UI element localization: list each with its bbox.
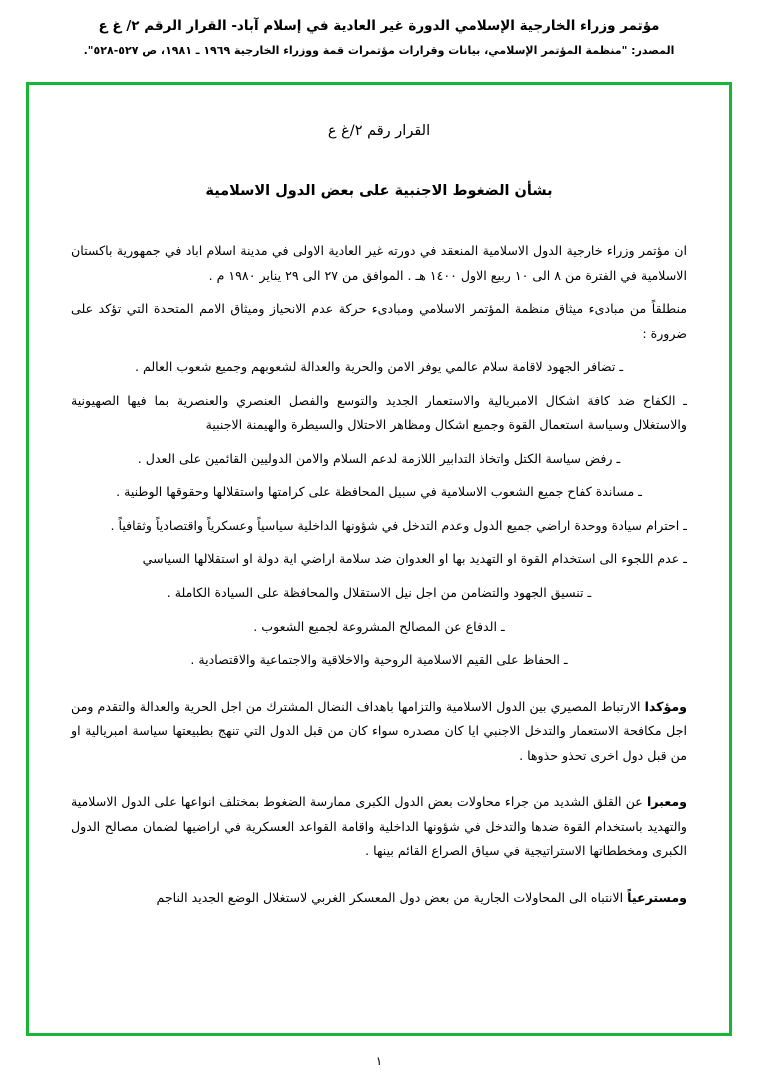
content-frame: [26, 82, 732, 1036]
header-title: مؤتمر وزراء الخارجية الإسلامي الدورة غير العادية في إسلام آباد- القرار الرقم ٢/ غ ع: [98, 18, 660, 34]
closing-paragraph-text: الارتباط المصيري بين الدول الاسلامية والتزامها باهداف النضال المشترك من اجل الحرية والعدالة والتقدم ومن اجل مكافحة الاستعمار والتدخل الاجنبي ايا كان مصدره سواء كان من قبل الدول التي تنهج بطبيعتها سياسة امبريالية او من قبل دول اخرى تحذو حذوها .: [71, 698, 687, 763]
paragraph: منطلقاً من مبادىء ميثاق منظمة المؤتمر الاسلامي ومبادىء حركة عدم الانحياز وميثاق الامم المتحدة التي تؤكد على ضرورة :: [71, 301, 687, 341]
closing-paragraph-lead: ومؤكدا: [644, 698, 687, 714]
list-item: ـ احترام سيادة ووحدة اراضي جميع الدول وعدم التدخل في شؤونها الداخلية سياسياً وعسكرياً واقتصادياً وثقافياً .: [110, 517, 687, 533]
list-item: ـ الدفاع عن المصالح المشروعة لجميع الشعوب .: [253, 618, 505, 634]
list-item: ـ عدم اللجوء الى استخدام القوة او التهديد بها او العدوان ضد سلامة اراضي اية دولة او استقلالها السياسي: [142, 551, 687, 567]
page-footer: [0, 1054, 758, 1068]
list-item: ـ تضافر الجهود لاقامة سلام عالمي يوفر الامن والحرية والعدالة لشعوبهم وجميع شعوب العالم .: [134, 359, 624, 375]
document-subject: بشأن الضغوط الاجنبية على بعض الدول الاسلامية: [205, 183, 553, 199]
list-item: ـ تنسيق الجهود والتضامن من اجل نيل الاستقلال والمحافظة على السيادة الكاملة .: [166, 585, 592, 601]
list-item: ـ مساندة كفاح جميع الشعوب الاسلامية في سبيل المحافظة على كرامتها واستقلالها وحقوقها الوطنية .: [116, 484, 642, 500]
closing-paragraph-text: عن القلق الشديد من جراء محاولات بعض الدول الكبرى ممارسة الضغوط بمختلف انواعها على الدول الاسلامية والتهديد باستخدام القوة ضدها والتدخل في شؤونها الداخلية واقامة القواعد العسكرية في اراضيها لضمان مصالح الدول الكبرى ومخططاتها الاستراتيجية في سياق الصراع القائم بينها .: [71, 794, 687, 859]
closing-paragraph-lead: ومعبرا: [646, 794, 687, 810]
closing-paragraph: [71, 886, 687, 911]
header-source: المصدر: "منظمة المؤتمر الإسلامي، بيانات وقرارات مؤتمرات قمة ووزراء الخارجية ١٩٦٩ ـ ١٩٨١، ص ٥٢٧-٥٢٨".: [83, 44, 675, 58]
content-body: [29, 85, 729, 1033]
decision-number: القرار رقم ٢/غ ع: [327, 123, 431, 139]
page-header: [0, 0, 758, 59]
closing-paragraph: [71, 695, 687, 769]
document-text: [71, 239, 687, 910]
paragraph: ان مؤتمر وزراء خارجية الدول الاسلامية المنعقد في دورته غير العادية الاولى في مدينة اسلام اباد في جمهورية باكستان الاسلامية في الفترة من ٨ الى ١٠ ربيع الاول ١٤٠٠ هـ . الموافق من ٢٧ الى ٢٩ يناير ١٩٨٠ م .: [71, 243, 687, 283]
closing-paragraph: [71, 790, 687, 864]
list-item: ـ رفض سياسة الكتل واتخاذ التدابير اللازمة لدعم السلام والامن الدوليين القائمين على العدل .: [137, 450, 621, 466]
page-number: ١: [375, 1054, 383, 1068]
closing-paragraph-lead: ومسترعياً: [627, 889, 687, 905]
list-item: ـ الحفاظ على القيم الاسلامية الروحية والاخلاقية والاجتماعية والاقتصادية .: [190, 652, 568, 668]
closing-paragraph-text: الانتباه الى المحاولات الجارية من بعض دول المعسكر الغربي لاستغلال الوضع الجديد الناجم: [156, 889, 628, 905]
list-item: ـ الكفاح ضد كافة اشكال الامبريالية والاستعمار الجديد والتوسع والفصل العنصري والعنصرية بما فيها الصهيونية والاستغلال وسياسة استعمال القوة وجميع اشكال ومظاهر الاحتلال والسيطرة والهيمنة الاجنبية: [71, 392, 687, 433]
